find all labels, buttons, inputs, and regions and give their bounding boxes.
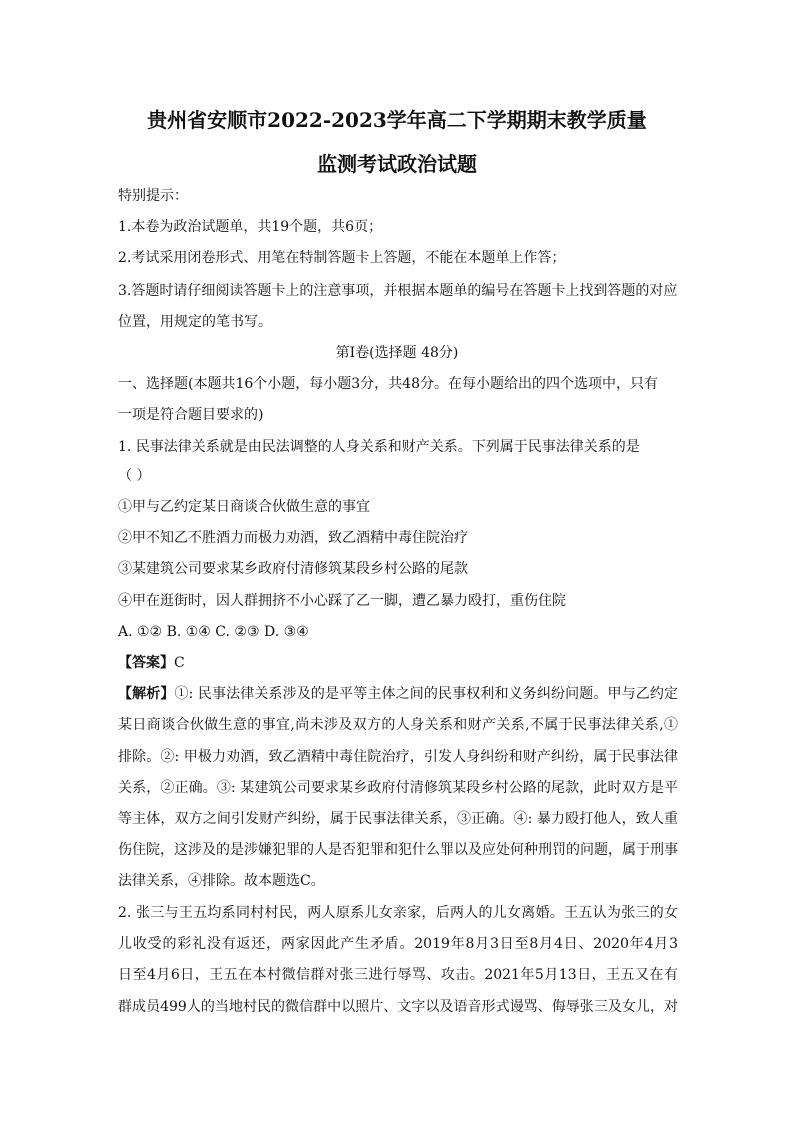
document-title-line-2: 监测考试政治试题 [317, 152, 477, 176]
section-title: 第Ⅰ卷(选择题 48分) [335, 345, 459, 361]
question-1-option: ④甲在逛街时，因人群拥挤不小心踩了乙一脚，遭乙暴力殴打，重伤住院 [118, 593, 566, 609]
notice-item: 2.考试采用闭卷形式、用笔在特制答题卡上答题，不能在本题单上作答； [118, 250, 566, 266]
question-1-stem: 1. 民事法律关系就是由民法调整的人身关系和财产关系。下列属于民事法律关系的是 [118, 439, 640, 455]
section-intro: 一、选择题(本题共16个小题，每小题3分，共48分。在每小题给出的四个选项中，只有 [118, 376, 658, 392]
question-1-option: ①甲与乙约定某日商谈合伙做生意的事宜 [118, 499, 370, 515]
question-2-stem-line: 日至4月6日，王五在本村微信群对张三进行辱骂、攻击。2021年5月13日，王五又在有 [118, 967, 678, 983]
answer-label: 【答案】 [118, 655, 174, 671]
question-1-analysis-line: 排除。②: 甲极力劝酒，致乙酒精中毒住院治疗，引发人身纠纷和财产纠纷，属于民事法律 [118, 749, 678, 765]
answer-value: C [174, 655, 185, 671]
question-1-answer [118, 653, 185, 673]
analysis-text: ①: 民事法律关系涉及的是平等主体之间的民事权利和义务纠纷问题。甲与乙约定 [174, 686, 678, 702]
question-1-stem-bracket: （ ） [118, 468, 151, 484]
analysis-label: 【解析】 [118, 686, 175, 702]
question-1-analysis-line: 等主体，双方之间引发财产纠纷，属于民事法律关系，③正确。④: 暴力殴打他人，致人重 [118, 811, 678, 827]
question-1-choices: A. ①② B. ①④ C. ②③ D. ③④ [118, 624, 309, 640]
question-1-analysis [118, 684, 678, 704]
notice-item: 1.本卷为政治试题单，共19个题，共6页； [118, 219, 383, 235]
notice-item: 3.答题时请仔细阅读答题卡上的注意事项，并根据本题单的编号在答题卡上找到答题的对应 [118, 283, 678, 299]
question-1-option: ③某建筑公司要求某乡政府付清修筑某段乡村公路的尾款 [118, 561, 468, 577]
question-1-option: ②甲不知乙不胜酒力而极力劝酒，致乙酒精中毒住院治疗 [118, 530, 468, 546]
question-2-stem: 2. 张三与王五均系同村村民，两人原系儿女亲家，后两人的儿女离婚。王五认为张三的女 [118, 905, 678, 921]
question-1-analysis-line: 伤住院，这涉及的是涉嫌犯罪的人是否犯罪和犯什么罪以及应处何种刑罚的问题，属于刑事 [118, 842, 678, 858]
question-1-analysis-line: 某日商谈合伙做生意的事宜,尚未涉及双方的人身关系和财产关系,不属于民事法律关系,① [118, 717, 678, 733]
notice-heading: 特别提示： [118, 188, 188, 204]
section-intro: 一项是符合题目要求的) [118, 407, 264, 423]
notice-item: 位置，用规定的笔书写。 [118, 314, 272, 330]
question-1-analysis-line: 法律关系，④排除。故本题选C。 [118, 873, 325, 889]
document-title-line-1: 贵州省安顺市2022-2023学年高二下学期期末教学质量 [147, 108, 647, 132]
question-2-stem-line: 群成员499人的当地村民的微信群中以照片、文字以及语音形式谩骂、侮辱张三及女儿，对 [118, 999, 678, 1015]
question-1-analysis-line: 关系，②正确。③: 某建筑公司要求某乡政府付清修筑某段乡村公路的尾款，此时双方是平 [118, 780, 678, 796]
question-2-stem-line: 儿收受的彩礼没有返还，两家因此产生矛盾。2019年8月3日至8月4日、2020年4月3 [118, 936, 678, 952]
